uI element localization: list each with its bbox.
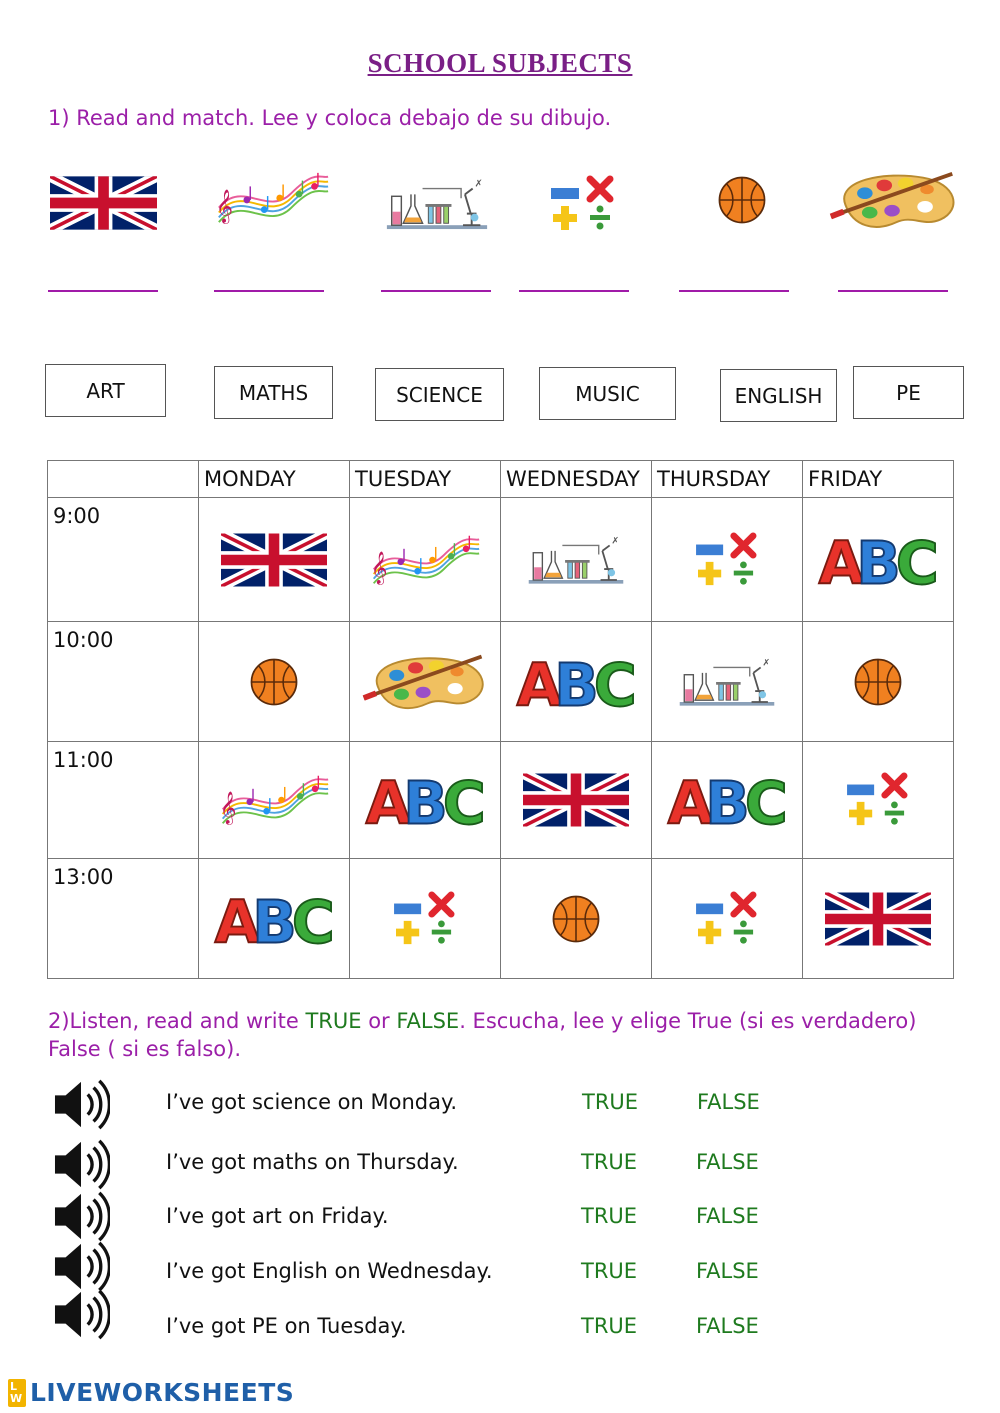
- false-option-2[interactable]: FALSE: [696, 1150, 759, 1174]
- basketball-icon: [716, 174, 768, 226]
- timetable-cell-wednesday: [501, 742, 652, 859]
- word-card-english[interactable]: ENGLISH: [720, 369, 837, 422]
- header-tuesday: TUESDAY: [350, 461, 501, 498]
- timetable-cell-friday: [803, 859, 954, 979]
- statement-1: I’ve got science on Monday.: [166, 1090, 458, 1114]
- pe-icon: [550, 893, 602, 945]
- abc-letters-icon: [514, 649, 638, 715]
- answer-blank-3[interactable]: [381, 290, 491, 292]
- timetable-cell-monday: [199, 859, 350, 979]
- statement-5: I’ve got PE on Tuesday.: [166, 1314, 407, 1338]
- maths-icon: [692, 531, 762, 589]
- true-option-1[interactable]: TRUE: [582, 1090, 639, 1114]
- music-notes-icon: [214, 164, 330, 232]
- time-label: 13:00: [48, 859, 199, 979]
- word-card-maths[interactable]: MATHS: [214, 366, 333, 419]
- word-card-music[interactable]: MUSIC: [539, 367, 676, 420]
- header-thursday: THURSDAY: [652, 461, 803, 498]
- audio-speaker-icon-5[interactable]: [52, 1288, 110, 1341]
- art-icon: [358, 649, 492, 715]
- abc-letters-icon: [665, 767, 789, 833]
- abc-letters-icon: [363, 767, 487, 833]
- audio-speaker-icon-4[interactable]: [52, 1240, 110, 1293]
- music-icon: [369, 529, 481, 591]
- instruction-text-a: 2)Listen, read and write: [48, 1009, 306, 1033]
- audio-speaker-icon-3[interactable]: [52, 1190, 110, 1243]
- abc-letters-icon: [212, 886, 336, 952]
- word-card-science[interactable]: SCIENCE: [375, 368, 504, 421]
- maths-icon: [390, 890, 460, 948]
- audio-speaker-icon-1[interactable]: [52, 1078, 110, 1131]
- instruction-or-word: or: [361, 1009, 397, 1033]
- false-option-1[interactable]: FALSE: [697, 1090, 760, 1114]
- true-option-3[interactable]: TRUE: [581, 1204, 638, 1228]
- answer-blank-4[interactable]: [519, 290, 629, 292]
- uk-flag-icon: [50, 176, 157, 230]
- paint-palette-icon: [826, 166, 962, 234]
- answer-blank-2[interactable]: [214, 290, 324, 292]
- timetable-row: [48, 742, 954, 859]
- maths-symbols-icon: [548, 174, 618, 234]
- false-option-4[interactable]: FALSE: [696, 1259, 759, 1283]
- header-friday: FRIDAY: [803, 461, 954, 498]
- timetable-cell-friday: [803, 498, 954, 622]
- timetable-cell-monday: [199, 622, 350, 742]
- time-label: 9:00: [48, 498, 199, 622]
- false-option-5[interactable]: FALSE: [696, 1314, 759, 1338]
- timetable-cell-tuesday: [350, 498, 501, 622]
- true-option-4[interactable]: TRUE: [581, 1259, 638, 1283]
- timetable-cell-friday: [803, 742, 954, 859]
- timetable-cell-friday: [803, 622, 954, 742]
- english-icon: [523, 773, 629, 827]
- science-icon: [526, 531, 626, 589]
- logo-text: LIVEWORKSHEETS: [30, 1378, 295, 1407]
- instruction-false-word: FALSE: [396, 1009, 460, 1033]
- timetable-row: [48, 498, 954, 622]
- header-monday: MONDAY: [199, 461, 350, 498]
- instruction-true-word: TRUE: [305, 1009, 362, 1033]
- timetable-cell-thursday: [652, 622, 803, 742]
- timetable-cell-thursday: [652, 742, 803, 859]
- maths-icon: [843, 771, 913, 829]
- exercise2-instruction: [48, 1007, 958, 1063]
- timetable-cell-wednesday: [501, 859, 652, 979]
- statement-4: I’ve got English on Wednesday.: [166, 1259, 493, 1283]
- header-wednesday: WEDNESDAY: [501, 461, 652, 498]
- time-label: 10:00: [48, 622, 199, 742]
- english-icon: [221, 533, 327, 587]
- page-title: SCHOOL SUBJECTS: [367, 48, 633, 78]
- instruction-text-b: . Escucha, lee y elige True (si es verdadero) False ( si es falso).: [48, 1009, 917, 1061]
- word-card-art[interactable]: ART: [45, 364, 166, 417]
- timetable-cell-monday: [199, 742, 350, 859]
- abc-letters-icon: [816, 527, 940, 593]
- science-lab-icon: [384, 174, 490, 234]
- answer-blank-5[interactable]: [679, 290, 789, 292]
- timetable-row: [48, 622, 954, 742]
- science-icon: [677, 653, 777, 711]
- true-option-2[interactable]: TRUE: [581, 1150, 638, 1174]
- audio-speaker-icon-2[interactable]: [52, 1138, 110, 1191]
- timetable-cell-tuesday: [350, 742, 501, 859]
- timetable-header-row: [48, 461, 954, 498]
- answer-blank-1[interactable]: [48, 290, 158, 292]
- header-empty: [48, 461, 199, 498]
- english-icon: [825, 892, 931, 946]
- answer-blank-6[interactable]: [838, 290, 948, 292]
- logo-badge: LW: [8, 1379, 26, 1407]
- timetable-cell-thursday: [652, 859, 803, 979]
- timetable: [47, 460, 954, 979]
- liveworksheets-logo[interactable]: [8, 1378, 294, 1407]
- false-option-3[interactable]: FALSE: [696, 1204, 759, 1228]
- true-option-5[interactable]: TRUE: [581, 1314, 638, 1338]
- maths-icon: [692, 890, 762, 948]
- timetable-cell-thursday: [652, 498, 803, 622]
- music-icon: [218, 769, 330, 831]
- timetable-cell-tuesday: [350, 622, 501, 742]
- word-card-pe[interactable]: PE: [853, 366, 964, 419]
- time-label: 11:00: [48, 742, 199, 859]
- exercise1-instruction: 1) Read and match. Lee y coloca debajo de su dibujo.: [48, 106, 612, 130]
- timetable-cell-tuesday: [350, 859, 501, 979]
- pe-icon: [852, 656, 904, 708]
- timetable-cell-wednesday: [501, 498, 652, 622]
- statement-3: I’ve got art on Friday.: [166, 1204, 389, 1228]
- timetable-row: [48, 859, 954, 979]
- statement-2: I’ve got maths on Thursday.: [166, 1150, 459, 1174]
- timetable-cell-wednesday: [501, 622, 652, 742]
- timetable-cell-monday: [199, 498, 350, 622]
- pe-icon: [248, 656, 300, 708]
